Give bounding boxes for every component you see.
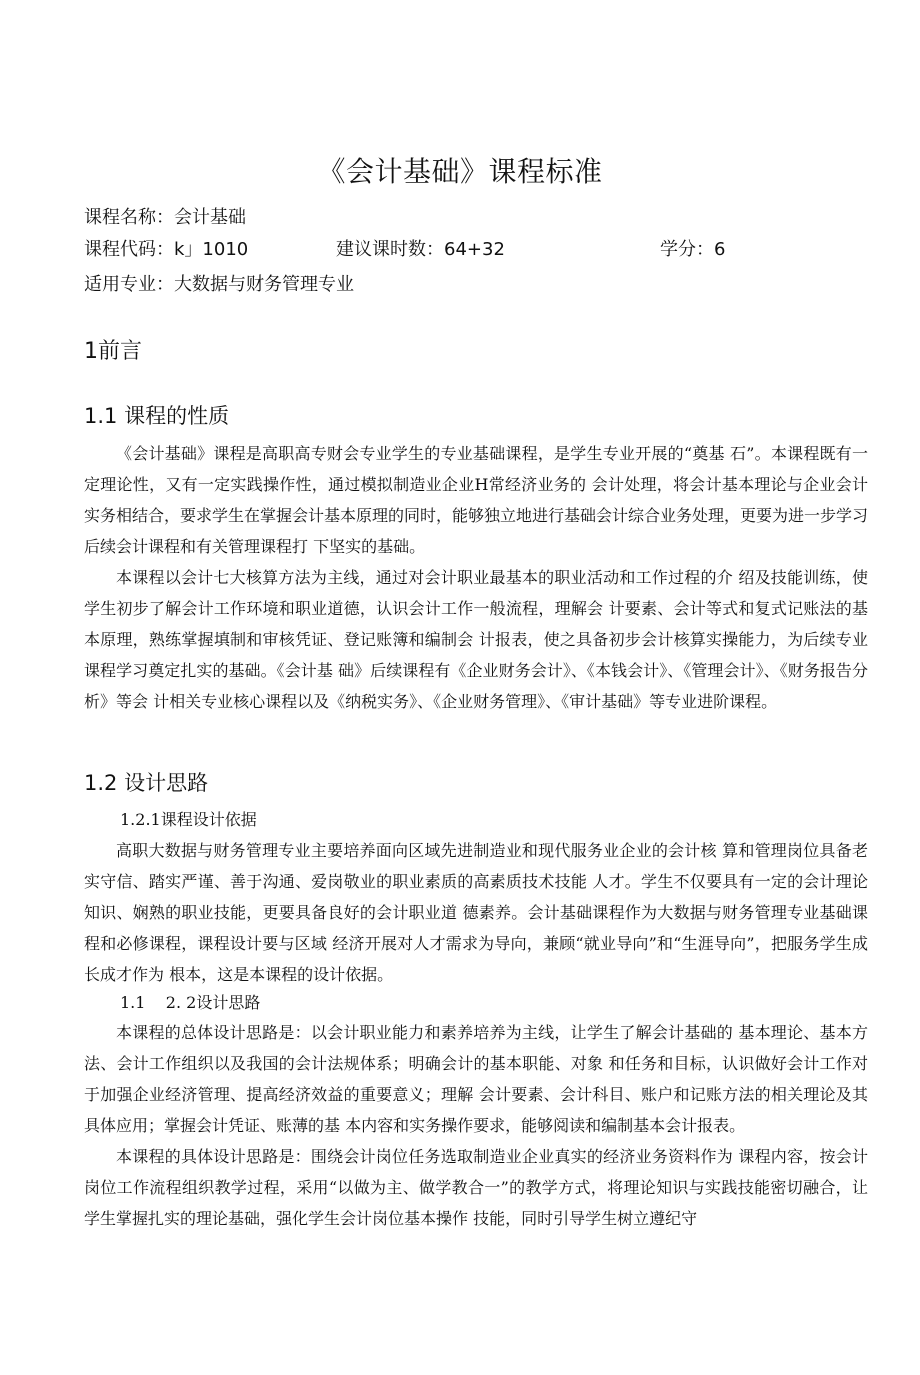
section-1-2-2-body <box>84 1017 868 1234</box>
section-1-1-heading: 1.1 课程的性质 <box>84 404 230 428</box>
section-1-2-heading: 1.2 设计思路 <box>84 771 209 795</box>
paragraph: 《会计基础》课程是高职高专财会专业学生的专业基础课程，是学生专业开展的“奠基 石”。本课程既有一定理论性，又有一定实践操作性，通过模拟制造业企业H常经济业务的 会计处理，将会计基本理论与企业会计实务相结合，要求学生在掌握会计基本原理的同时，能够独立地进行基础会计综合业务处理，更要为进一步学习后续会计课程和有关管理课程打 下坚实的基础。 <box>84 444 869 556</box>
subsection-1-2-1-label: 1.2.1课程设计依据 <box>120 810 257 829</box>
section-1-1-body <box>84 438 868 717</box>
suggested-hours: 建议课时数：64+32 <box>336 239 505 260</box>
credits: 学分：6 <box>660 239 726 260</box>
document-title: 《会计基础》课程标准 <box>317 155 603 188</box>
paragraph: 本课程以会计七大核算方法为主线，通过对会计职业最基本的职业活动和工作过程的介 绍及技能训练，使学生初步了解会计工作环境和职业道德，认识会计工作一般流程，理解会 计要素、会计等式和复式记账法的基本原理，熟练掌握填制和审核凭证、登记账簿和编制会 计报表，使之具备初步会计核算实操能力，为后续专业课程学习奠定扎实的基础。《会计基 础》后续课程有《企业财务会计》、《本钱会计》、《管理会计》、《财务报告分析》等会 计相关专业核心课程以及《纳税实务》、《企业财务管理》、《审计基础》等专业进阶课程。 <box>84 568 868 711</box>
course-name: 课程名称：会计基础 <box>84 207 246 228</box>
paragraph: 本课程的总体设计思路是：以会计职业能力和素养培养为主线，让学生了解会计基础的 基本理论、基本方法、会计工作组织以及我国的会计法规体系；明确会计的基本职能、对象 和任务和目标，认识做好会计工作对于加强企业经济管理、提高经济效益的重要意义；理解 会计要素、会计科目、账户和记账方法的相关理论及其具体应用；掌握会计凭证、账薄的基 本内容和实务操作要求，能够阅读和编制基本会计报表。 <box>84 1023 868 1135</box>
paragraph: 本课程的具体设计思路是：围绕会计岗位任务选取制造业企业真实的经济业务资料作为 课程内容，按会计岗位工作流程组织教学过程，采用“以做为主、做学教合一”的教学方式，将理论知识与实践技能密切融合，让学生掌握扎实的理论基础，强化学生会计岗位基本操作 技能，同时引导学生树立遵纪守 <box>84 1147 868 1228</box>
section-1-heading: 1前言 <box>84 339 142 364</box>
course-code: 课程代码：k」1010 <box>84 239 249 260</box>
subsection-1-2-2-label: 1.1 2. 2设计思路 <box>120 993 261 1012</box>
applicable-major: 适用专业：大数据与财务管理专业 <box>84 274 354 295</box>
paragraph: 高职大数据与财务管理专业主要培养面向区域先进制造业和现代服务业企业的会计核 算和管理岗位具备老实守信、踏实严谨、善于沟通、爱岗敬业的职业素质的高素质技术技能 人才。学生不仅要具有一定的会计理论知识、娴熟的职业技能，更要具备良好的会计职业道 德素养。会计基础课程作为大数据与财务管理专业基础课程和必修课程，课程设计要与区域 经济开展对人才需求为导向，兼顾“就业导向”和“生涯导向”，把服务学生成长成才作为 根本，这是本课程的设计依据。 <box>84 841 868 984</box>
section-1-2-1-body <box>84 835 868 990</box>
